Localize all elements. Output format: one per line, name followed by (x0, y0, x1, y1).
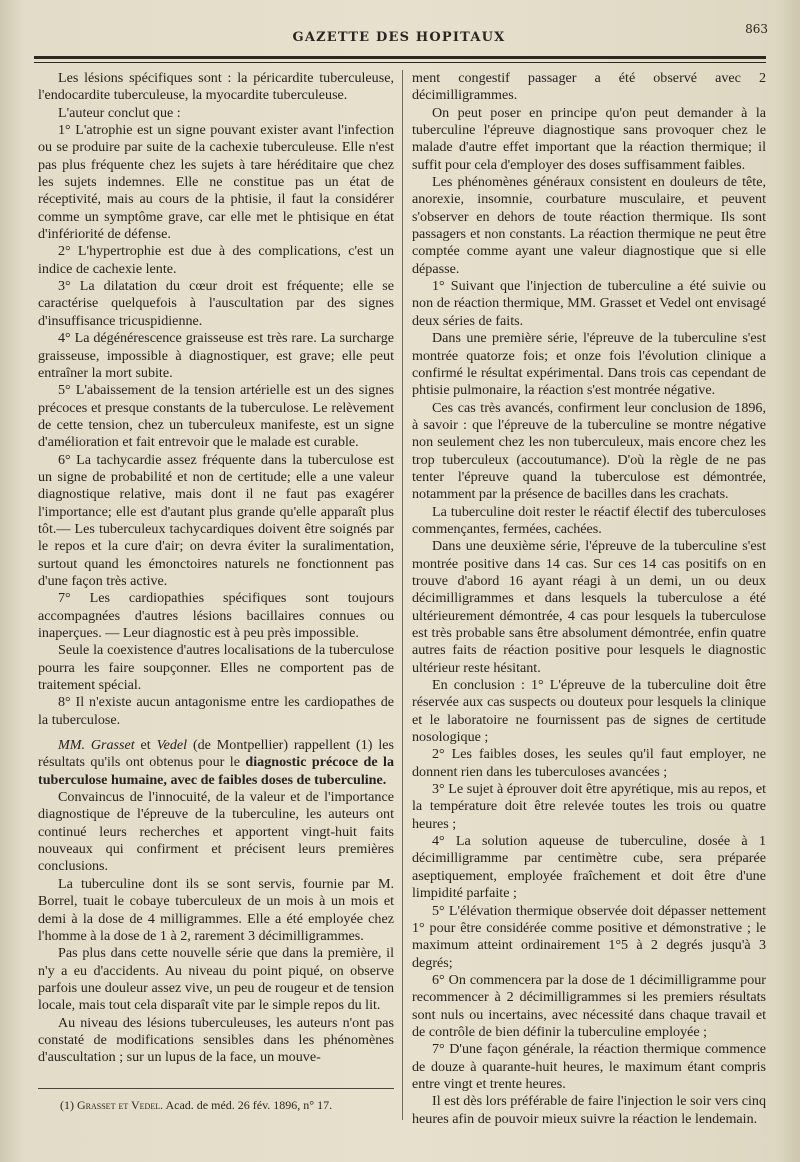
paragraph: 3° Le sujet à éprouver doit être apyrétique, mis au repos, et la température doit être relevée toutes les trois ou quatre heures ; (412, 781, 766, 832)
paragraph: Au niveau des lésions tuberculeuses, les auteurs n'ont pas constaté de modifications sensibles dans les phénomènes d'auscultation ; sur un lupus de la face, un mouve- (38, 1014, 394, 1066)
paragraph: Dans une première série, l'épreuve de la tuberculine s'est montrée quatorze fois; et onze fois l'évolution clinique a confirmé le résultat expérimental. Dans trois cas cependant de phtisie pulmonaire, la réaction s'est montrée négative. (412, 330, 766, 399)
footnote-marker: (1) (60, 1098, 77, 1112)
paragraph: 4° La dégénérescence graisseuse est très rare. La surcharge graisseuse, impossible à diagnostiquer, est grave; elle peut entraîner la mort subite. (38, 330, 394, 381)
paragraph: La tuberculine dont ils se sont servis, fournie par M. Borrel, tuait le cobaye tuberculeux de un mois à un mois et demi à la dose de 4 milligrammes. Elle a été employée chez l'homme à la dose de 1 à 2, rarement 3 décimilligrammes. (38, 875, 394, 944)
paragraph: L'auteur conclut que : (58, 104, 181, 121)
paragraph: 2° Les faibles doses, les seules qu'il faut employer, ne donnent rien dans les tuberculoses avancées ; (412, 746, 766, 780)
paragraph: 7° D'une façon générale, la réaction thermique commence de douze à quarante-huit heures, le maximum étant compris entre vingt et trente heures. (412, 1041, 766, 1092)
article-intro-text: (de Montpellier) rappellent (1) les résultats qu'ils ont obtenus pour le (38, 737, 394, 771)
paragraph: 6° La tachycardie assez fréquente dans la tuberculose est un signe de probabilité et non de certitude; elle a une valeur diagnostique relative, mais dont il ne faut pas exagérer l'importance; elle est d'autant plus grande qu'elle apparaît plus tôt.— Les tuberculeux tachycardiques doivent être soignés par le repos et la cure d'air; on devra éviter la suralimentation, surtout quand les émonctoires naturels ne fonctionnent pas d'une façon très active. (38, 451, 394, 589)
author-grasset: MM. Grasset (58, 737, 135, 754)
paragraph: 5° L'élévation thermique observée doit dépasser nettement 1° pour être considérée comme positive et démonstrative ; le maximum atteint ordinairement 1°5 à 2 degrés jusqu'à 3 degrés; (412, 902, 766, 971)
page-number: 863 (745, 22, 768, 36)
left-column (38, 70, 394, 1067)
paragraph: 1° L'atrophie est un signe pouvant exister avant l'infection ou se produire par suite de la cachexie tuberculeuse. Elle n'est pas plus fréquente chez les sujets à tare héréditaire que chez les sujets indemnes. Elle ne constitue pas un état de réceptivité, mais au cours de la phtisie, il faut la considérer comme un symptôme grave, car elle met le phtisique en état d'infériorité de défense. (38, 122, 394, 243)
paragraph: Seule la coexistence d'autres localisations de la tuberculose pourra les faire soupçonner. Elles ne comportent pas de traitement spécial. (38, 642, 394, 694)
paragraph: La tuberculine doit rester le réactif électif des tuberculoses commençantes, fermées, cachées. (412, 503, 766, 537)
paragraph: 5° L'abaissement de la tension artérielle est un des signes précoces et presque constants de la tuberculose. Le relèvement de cette tension, chez un tuberculeux manifeste, est un signe d'amélioration et fait entrevoir que le malade est curable. (38, 382, 394, 451)
footnote-rule (38, 1088, 394, 1089)
paragraph: Les phénomènes généraux consistent en douleurs de tête, anorexie, insomnie, courbature musculaire, et peuvent s'observer en dehors de toute réaction thermique. Ils sont passagers et non constants. La réaction thermique ne peut être comptée comme ayant une valeur diagnostique que si elle dépasse. (412, 174, 766, 277)
paragraph: 1° Suivant que l'injection de tuberculine a été suivie ou non de réaction thermique, MM. Grasset et Vedel ont envisagé deux séries de faits. (412, 278, 766, 329)
author-vedel: Vedel (156, 737, 188, 754)
paragraph: 7° Les cardiopathies spécifiques sont toujours accompagnées d'autres lésions bacillaires connues ou inaperçues. — Leur diagnostic est à peu près impossible. (38, 590, 394, 641)
header-rule-thin (34, 62, 766, 63)
paragraph: 8° Il n'existe aucun antagonisme entre les cardiopathes de la tuberculose. (38, 694, 394, 728)
paragraph: 4° La solution aqueuse de tuberculine, dosée à 1 décimilligramme par centimètre cube, sera préparée aseptiquement, employée fraîchement et doit être d'une limpidité parfaite ; (412, 833, 766, 902)
paragraph: Ces cas très avancés, confirment leur conclusion de 1896, à savoir : que l'épreuve de la tuberculine se montre négative non seulement chez les non tuberculeux, mais encore chez les trop tuberculeux (accoutumance). D'où la règle de ne pas tenter l'épreuve quand la tuberculose est démontrée, notamment par la présence de bacilles dans les crachats. (412, 399, 766, 503)
paragraph: Les lésions spécifiques sont : la péricardite tuberculeuse, l'endocardite tuberculeuse, la myocardite tuberculeuse. (38, 70, 394, 104)
paragraph: Il est dès lors préférable de faire l'injection le soir vers cinq heures afin de pouvoir mieux suivre la réaction le lendemain. (412, 1093, 767, 1127)
paragraph: En conclusion : 1° L'épreuve de la tuberculine doit être réservée aux cas suspects ou douteux pour lesquels la clinique et le laboratoire ne fournissent pas de signes de certitude nosologique ; (412, 677, 766, 746)
paragraph: ment congestif passager a été observé avec 2 décimilligrammes. (412, 70, 766, 104)
footnote (60, 1098, 332, 1113)
article-intro (38, 737, 394, 789)
article-bold-title: diagnostic précoce de la tuberculose humaine, avec de faibles doses de tuberculine. (38, 754, 394, 788)
paragraph: 2° L'hypertrophie est due à des complications, c'est un indice de cachexie lente. (38, 243, 394, 277)
paragraph: Pas plus dans cette nouvelle série que dans la première, il n'y a eu d'accidents. Au niveau du point piqué, on observe parfois une douleur assez vive, un peu de rougeur et de tension locale, mais tout cela disparaît vite par le simple repos du lit. (38, 945, 394, 1014)
paragraph: On peut poser en principe qu'on peut demander à la tuberculine l'épreuve diagnostique sans provoquer chez le malade d'autre effet important que la réaction thermique; il suffit pour cela d'employer des doses suffisamment faibles. (412, 104, 766, 173)
paragraph: 3° La dilatation du cœur droit est fréquente; elle se caractérise quelquefois à l'auscultation par des signes d'insuffisance tricuspidienne. (38, 278, 394, 329)
journal-title: GAZETTE DES HOPITAUX (292, 30, 506, 45)
header-rule-thick (34, 56, 766, 59)
paragraph: Convaincus de l'innocuité, de la valeur et de l'importance diagnostique de l'épreuve de la tuberculine, les auteurs ont continué leurs recherches et apportent vingt-huit faits nouveaux qui confirment et précisent leurs premières conclusions. (38, 789, 394, 875)
author-conjunction: et (134, 737, 157, 754)
paragraph: Dans une deuxième série, l'épreuve de la tuberculine s'est montrée positive dans 14 cas. Sur ces 14 cas positifs on en trouve d'abord 16 ayant réagi à un demi, un ou deux décimilligrammes et dans lesquels la tuberculose a été ultérieurement démontrée, 4 cas pour lesquels la tuberculose est très probable sans être absolument démontrée, enfin quatre autres faits de réaction positive pour lesquels le diagnostic ultérieur reste hésitant. (412, 538, 766, 676)
right-column (412, 70, 766, 1128)
page-header (30, 18, 768, 52)
footnote-reference: Acad. de méd. 26 fév. 1896, n° 17. (163, 1098, 333, 1112)
footnote-authors: Grasset et Vedel. (77, 1098, 164, 1112)
paragraph: 6° On commencera par la dose de 1 décimilligramme pour recommencer à 2 décimilligrammes si les premiers résultats sont nuls ou incertains, avec nécessité dans chaque travail et de contrôle de bien définir la tuberculine employée ; (412, 971, 766, 1040)
column-divider (402, 70, 403, 1120)
